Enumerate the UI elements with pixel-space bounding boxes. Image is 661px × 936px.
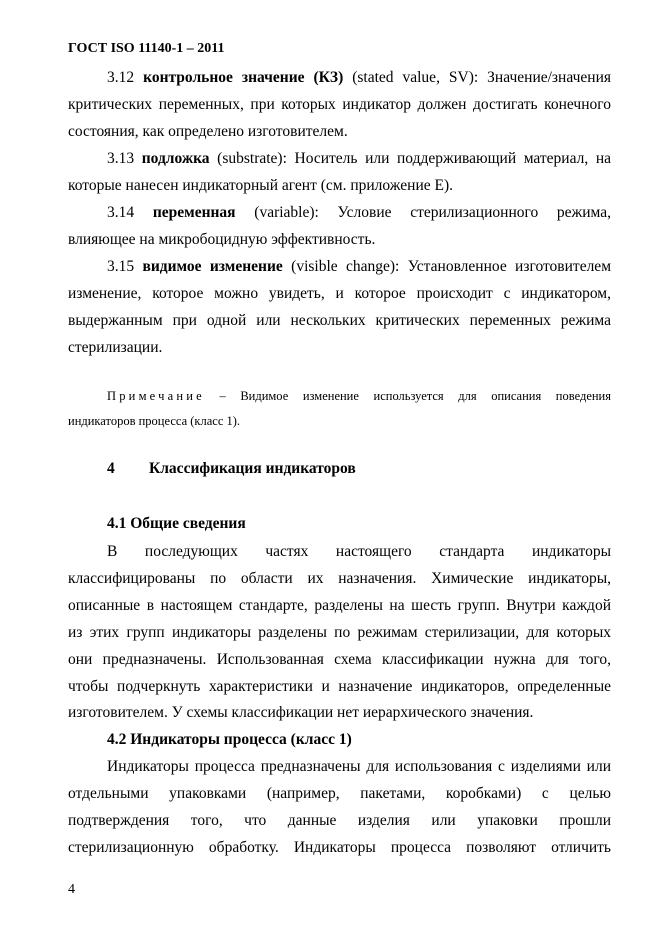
definition-term: видимое изменение bbox=[142, 258, 283, 275]
paragraph-line: Индикаторы процесса предназначены для использования с изделиями или bbox=[107, 758, 611, 775]
definition-3-12-line-1 bbox=[107, 67, 611, 89]
definition-number: 3.12 bbox=[107, 69, 135, 86]
section-4-title: Классификация индикаторов bbox=[149, 460, 356, 477]
section-4-2-title: 4.2 Индикаторы процесса (класс 1) bbox=[107, 731, 352, 748]
paragraph-line: подтверждения того, что данные изделия или упаковки прошли bbox=[68, 812, 611, 829]
definition-number: 3.15 bbox=[107, 258, 135, 275]
paragraph-line: изготовителем. У схемы классификации нет иерархического значения. bbox=[68, 704, 534, 721]
note-line-1 bbox=[107, 385, 611, 407]
definition-3-12-line-2: критических переменных, при которых индикатор должен достигать конечного bbox=[68, 96, 611, 113]
definition-3-14-line-1 bbox=[107, 202, 611, 224]
page-number: 4 bbox=[68, 882, 75, 897]
definition-text: (substrate): Носитель или поддерживающий материал, на bbox=[217, 150, 612, 167]
definition-text: (stated value, SV): Значение/значения bbox=[352, 69, 611, 86]
paragraph-line: В последующих частях настоящего стандарта индикаторы bbox=[107, 543, 611, 560]
definition-term: контрольное значение (КЗ) bbox=[143, 69, 344, 86]
definition-3-12-line-3: состояния, как определено изготовителем. bbox=[68, 123, 348, 140]
definition-3-14-line-2: влияющее на микробоцидную эффективность. bbox=[68, 231, 376, 248]
paragraph-line: стерилизационную обработку. Индикаторы процесса позволяют отличить bbox=[68, 839, 611, 856]
definition-3-15-line-2: изменение, которое можно увидеть, и которое происходит с индикатором, bbox=[68, 285, 611, 302]
definition-3-15-line-1 bbox=[107, 256, 611, 278]
paragraph-line: отдельными упаковками (например, пакетами, коробками) с целью bbox=[68, 785, 611, 802]
note-text: – Видимое изменение используется для описания поведения bbox=[219, 389, 611, 403]
paragraph-line: из этих групп индикаторы разделены по режимам стерилизации, для которых bbox=[68, 624, 611, 641]
paragraph-line: чтобы подчеркнуть характеристики и назначение индикаторов, определенные bbox=[68, 678, 611, 695]
definition-number: 3.13 bbox=[107, 150, 135, 167]
definition-number: 3.14 bbox=[107, 204, 135, 221]
document-header: ГОСТ ISO 11140-1 – 2011 bbox=[68, 41, 225, 56]
definition-3-13-line-1 bbox=[107, 148, 611, 170]
note-label: Примечание bbox=[107, 389, 205, 403]
paragraph-line: классифицированы по области их назначения. Химические индикаторы, bbox=[68, 570, 611, 587]
definition-text: (visible change): Установленное изготовителем bbox=[291, 258, 611, 275]
definition-3-15-line-4: стерилизации. bbox=[68, 339, 163, 356]
paragraph-line: они предназначены. Использованная схема классификации нужна для того, bbox=[68, 651, 611, 668]
section-4-number: 4 bbox=[107, 460, 115, 477]
definition-3-13-line-2: которые нанесен индикаторный агент (см. приложение Е). bbox=[68, 177, 454, 194]
paragraph-line: описанные в настоящем стандарте, разделены на шесть групп. Внутри каждой bbox=[68, 597, 611, 614]
section-4-1-title: 4.1 Общие сведения bbox=[107, 515, 246, 532]
definition-text: (variable): Условие стерилизационного режима, bbox=[254, 204, 611, 221]
definition-term: подложка bbox=[141, 150, 210, 167]
note-line-2: индикаторов процесса (класс 1). bbox=[68, 414, 241, 428]
definition-3-15-line-3: выдержанным при одной или нескольких критических переменных режима bbox=[68, 312, 611, 329]
definition-term: переменная bbox=[152, 204, 236, 221]
